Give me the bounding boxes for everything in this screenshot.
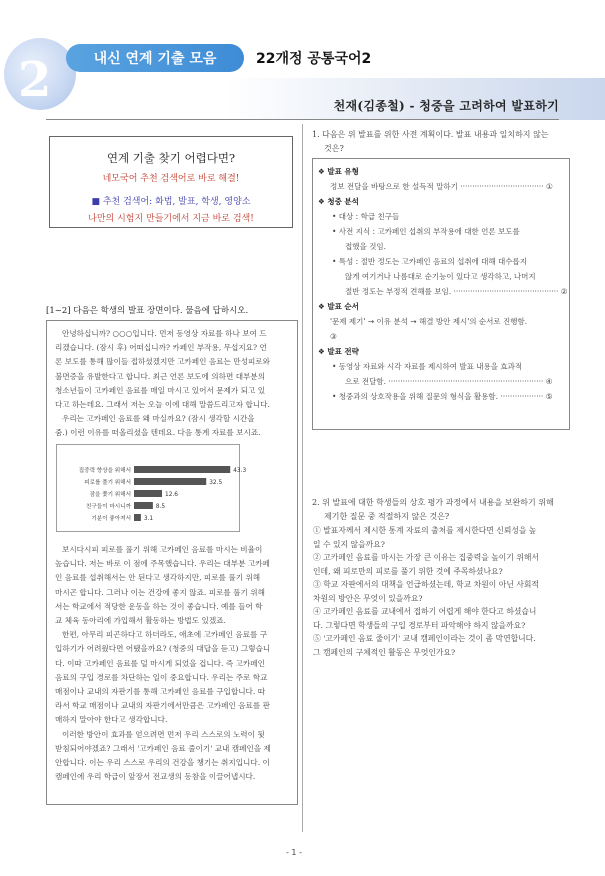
q1-stem-line-1: 1. 다음은 위 발표를 위한 사전 계획이다. 발표 내용과 일치하지 않는: [312, 130, 549, 139]
plan-heading-type: ❖ 발표 유형: [318, 167, 359, 176]
q2-option-line: 다. 그렇다면 학생들의 구입 경로부터 파악해야 하지 않을까요?: [313, 620, 526, 630]
chart-category-label: 기분이 좋아져서: [91, 516, 131, 522]
tip-line-1: 연계 기출 찾기 어렵다면?: [106, 151, 236, 165]
page-number: - 1 -: [286, 848, 302, 857]
passage-line: 받침되어야겠죠? 그래서 '고카페인 음료 줄이기' 교내 캠페인을 제: [55, 743, 271, 753]
chart-bar: [134, 490, 162, 497]
column-divider: [302, 124, 303, 832]
q2-option-line: 차원의 방안은 무엇이 있을까요?: [313, 593, 423, 603]
passage-line: 높습니다. 저는 바로 이 점에 주목했습니다. 우리는 대부분 고카페: [55, 559, 270, 569]
q2-option-line: 그 캠페인의 구체적인 활동은 무엇인가요?: [313, 647, 456, 657]
q2-option-line: ④ 고카페인 음료를 교내에서 접하기 어렵게 해야 한다고 하셨습니: [313, 607, 537, 616]
chart-value-label: 43.3: [233, 468, 247, 474]
passage-line: 매하지 말아야 한다고 생각합니다.: [55, 715, 168, 725]
passage-line: 이러한 방안이 효과를 얻으려면 먼저 우리 스스로의 노력이 뒷: [62, 729, 265, 739]
passage-line: 인 음료를 섭취해서는 안 된다고 생각하지만, 피로를 풀기 위해: [55, 573, 261, 583]
passage-line: 불면증을 유발한다고 합니다. 최근 언론 보도에 의하면 대부분의: [55, 371, 266, 381]
q2-option-line: ① 발표자께서 제시한 통계 자료의 출처를 제시한다면 신뢰성을 높: [313, 526, 537, 535]
plan-line: • 사전 지식 : 고카페인 섭취의 부작용에 대한 언론 보도를: [332, 227, 520, 236]
q2-stem-line-2: 제기한 질문 중 적절하지 않은 것은?: [324, 512, 450, 521]
search-tip-box: [49, 136, 293, 228]
plan-line: 으로 전달함. ································································· ④: [345, 377, 553, 386]
plan-line: 않게 여기거나 나름대로 순기능이 있다고 생각하고, 나머지: [345, 272, 536, 281]
plan-line: • 청중과의 상호작용을 위해 질문의 형식을 활용함. ·················· ⑤: [332, 392, 553, 401]
passage-line: 교 체육 동아리에 가입해서 활동하는 방법도 있겠죠.: [55, 616, 226, 625]
chart-value-label: 3.1: [143, 516, 154, 522]
plan-heading-order: ❖ 발표 순서: [318, 302, 359, 311]
header-rule: [46, 119, 559, 120]
q2-option-line: 인데, 왜 피로만의 피로를 풀기 위한 것에 주목하셨나요?: [313, 566, 503, 576]
passage-line: 다고 하는데요. 그래서 저는 오늘 이에 대해 말씀드리고자 합니다.: [55, 400, 270, 409]
chart-value-label: 8.5: [155, 504, 166, 510]
chart-bar: [134, 514, 141, 521]
plan-line: '문제 제기' → 이유 분석 → 해결 방안 제시'의 순서로 진행함.: [330, 317, 528, 326]
passage-line: 마시곤 합니다. 그러나 이는 건강에 좋지 않죠. 피로를 풀기 위해: [55, 587, 265, 597]
passage-line: 한편, 아무리 피곤하다고 하더라도, 애초에 고카페인 음료를 구: [62, 630, 268, 640]
passage-line: 우리는 고카페인 음료를 왜 마실까요? (잠시 생각할 시간을: [62, 414, 255, 424]
series-title: 내신 연계 기출 모음: [66, 44, 244, 72]
passage-line: 줌.) 이런 이유를 떠올리셨을 텐데요. 다음 통계 자료를 보시죠.: [55, 428, 261, 438]
q2-option-line: ⑤ '고카페인 음료 줄이기' 교내 캠페인이라는 것이 좀 막연합니다.: [313, 634, 536, 643]
passage-line: 음료의 구입 경로를 차단하는 일이 중요합니다. 우리는 주로 학교: [55, 672, 268, 682]
plan-line: • 대상 : 학급 친구들: [332, 212, 400, 221]
chart-category-label: 피로를 풀기 위해서: [84, 480, 131, 486]
q2-option-line: ③ 학교 자판에서의 대책을 언급하셨는데, 학교 차원이 아닌 사회적: [313, 580, 539, 589]
tip-line-2: 네모국어 추천 검색어로 바로 해결!: [102, 174, 240, 184]
passage-line: 서는 학교에서 적당한 운동을 하는 것이 좋습니다. 예를 들어 학: [55, 601, 263, 611]
tip-line-3: ■ 추천 검색어: 화법, 발표, 학생, 영양소: [91, 197, 251, 207]
passage-line: 론 보도를 통해 많이들 접하셨겠지만 고카페인 음료는 만성피로와: [55, 357, 270, 367]
plan-line: 정보 전달을 바탕으로 한 설득적 말하기 ··································· ①: [330, 182, 553, 191]
chart-category-label: 집중력 향상을 위해서: [78, 468, 131, 474]
question-group-heading: [1~2] 다음은 학생의 발표 장면이다. 물음에 답하시오.: [46, 306, 249, 316]
plan-line: 접했을 것임.: [345, 242, 386, 251]
passage-line: 매점이나 교내의 자판기를 통해 고카페인 음료를 구입합니다. 따: [55, 687, 266, 696]
passage-line: 안녕하십니까? ○○○입니다. 먼저 동영상 자료를 하나 보여 드: [62, 329, 267, 338]
unit-title: 천재(김종철) - 청중을 고려하여 발표하기: [333, 99, 559, 113]
chart-bar: [134, 466, 230, 473]
bar-chart: [56, 444, 247, 532]
chart-value-label: 32.5: [209, 480, 223, 486]
plan-heading-strategy: ❖ 발표 전략: [318, 347, 359, 356]
plan-heading-audience: ❖ 청중 분석: [318, 197, 359, 206]
plan-line: 절반 정도는 부정적 견해를 보임. ············································ ②: [345, 287, 568, 296]
plan-line: ③: [330, 332, 337, 341]
header-badge-number: 2: [18, 52, 52, 108]
passage-line: 청소년들이 고카페인 음료를 매일 마시고 있어서 문제가 되고 있: [55, 385, 266, 395]
q1-stem-line-2: 것은?: [324, 144, 344, 153]
subject-title: 22개정 공통국어2: [256, 51, 372, 67]
q2-stem-line-1: 2. 위 발표에 대한 학생들의 상호 평가 과정에서 내용을 보완하기 위해: [312, 498, 554, 507]
chart-bar: [134, 502, 153, 509]
chart-category-label: 잠을 쫓기 위해서: [89, 492, 131, 498]
tip-line-4: 나만의 시험지 만들기에서 지금 바로 검색!: [88, 214, 254, 224]
q2-option-line: 일 수 있지 않을까요?: [313, 539, 385, 549]
plan-line: • 특성 : 절반 정도는 고카페인 음료의 섭취에 대해 대수롭지: [332, 257, 528, 266]
passage-line: 다. 이따 고카페인 음료를 덜 마시게 되었을 겁니다. 즉 고카페인: [55, 658, 265, 668]
chart-value-label: 12.6: [165, 492, 178, 498]
passage-line: 리겠습니다. (잠시 후) 어떠십니까? 카페인 부작용, 무섭지요? 언: [55, 343, 267, 353]
chart-category-label: 친구들이 마시니까: [85, 504, 131, 510]
plan-line: • 동영상 자료와 시각 자료를 제시하여 발표 내용을 효과적: [332, 362, 523, 371]
chart-bar: [134, 478, 206, 485]
q2-option-line: ② 고카페인 음료를 마시는 가장 큰 이유는 집중력을 높이기 위해서: [313, 553, 539, 562]
passage-line: 보시다시피 피로를 풀기 위해 고카페인 음료를 마시는 비율이: [62, 545, 263, 554]
passage-line: 라서 학교 매점이나 교내의 자판기에서만큼은 고카페인 음료를 판: [55, 701, 270, 711]
passage-line: 안합니다. 이는 우리 스스로 우리의 건강을 챙기는 취지입니다. 이: [55, 758, 270, 767]
passage-line: 입하기가 어려웠다면 어땠을까요? (청중의 대답을 듣고) 그렇습니: [55, 644, 271, 654]
passage-line: 캠페인에 우리 학급이 앞장서 전교생의 동참을 이끌어냅시다.: [55, 772, 256, 782]
